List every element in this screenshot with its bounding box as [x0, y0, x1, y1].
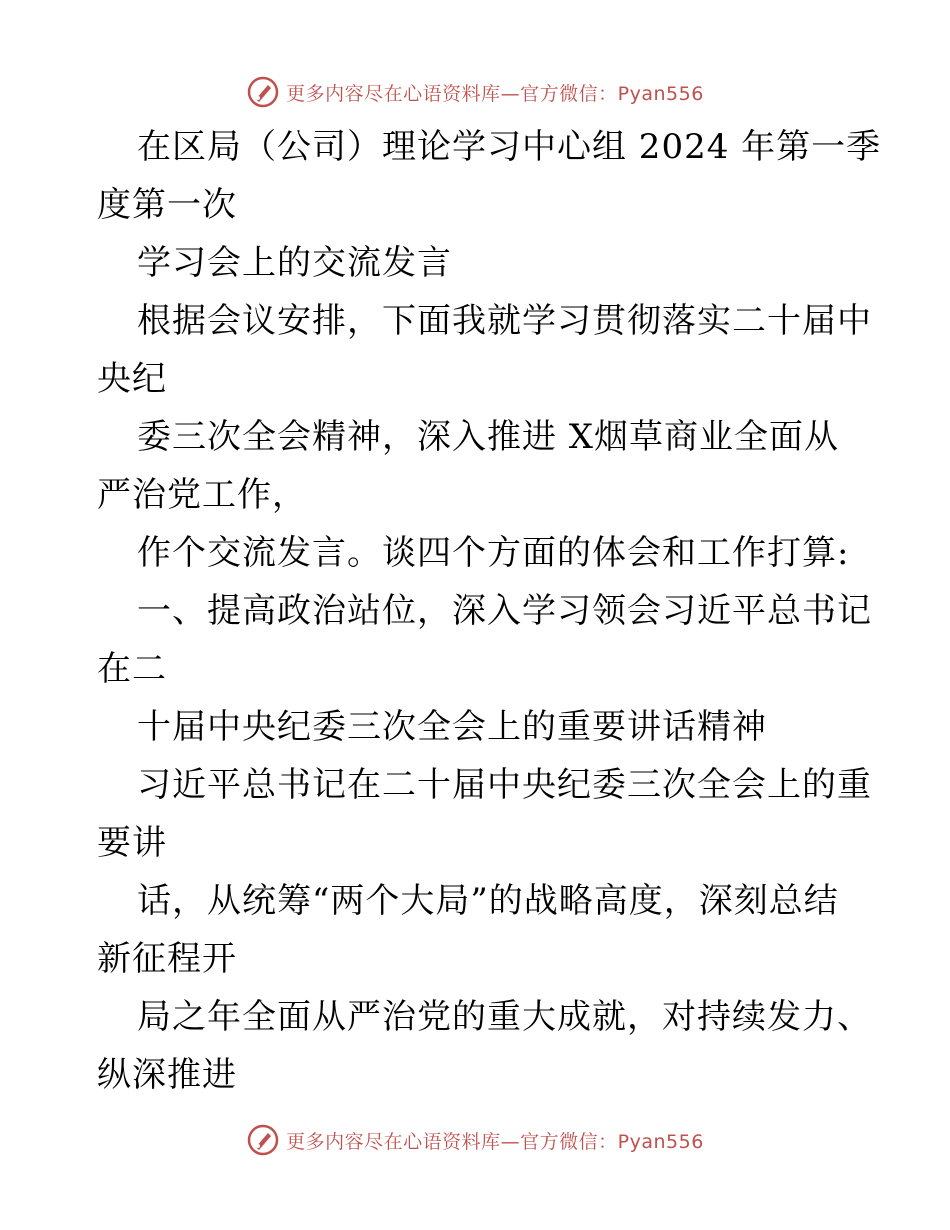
pen-nib-seal-icon: [246, 75, 280, 109]
text-line: 新征程开: [97, 939, 237, 979]
text-line: 话，从统筹“两个大局”的战略高度，深刻总结: [137, 881, 839, 921]
text-line: 纵深推进: [97, 1055, 237, 1095]
text-line: 在区局（公司）理论学习中心组 2024 年第一季: [137, 127, 882, 167]
footer-banner-text: 更多内容尽在心语资料库—官方微信：Pyan556: [286, 1130, 704, 1153]
text-line: 学习会上的交流发言: [137, 243, 452, 283]
text-line: 习近平总书记在二十届中央纪委三次全会上的重: [137, 765, 872, 805]
text-line: 根据会议安排，下面我就学习贯彻落实二十届中: [137, 301, 872, 341]
text-line: 央纪: [97, 359, 167, 399]
header-watermark-banner: [0, 72, 950, 112]
text-line: 一、提高政治站位，深入学习领会习近平总书记: [137, 591, 872, 631]
text-line: 作个交流发言。谈四个方面的体会和工作打算:: [137, 533, 850, 573]
text-line: 局之年全面从严治党的重大成就，对持续发力、: [137, 997, 872, 1037]
text-line: 十届中央纪委三次全会上的重要讲话精神: [137, 707, 767, 747]
text-line: 严治党工作，: [97, 475, 307, 515]
text-line: 委三次全会精神，深入推进 X烟草商业全面从: [137, 417, 840, 457]
text-line: 度第一次: [97, 185, 237, 225]
document-body: [97, 124, 882, 1098]
pen-nib-seal-icon: [246, 1123, 280, 1157]
text-line: 要讲: [97, 823, 167, 863]
text-line: 在二: [97, 649, 167, 689]
header-banner-text: 更多内容尽在心语资料库—官方微信：Pyan556: [286, 82, 704, 105]
footer-watermark-banner: [0, 1120, 950, 1160]
